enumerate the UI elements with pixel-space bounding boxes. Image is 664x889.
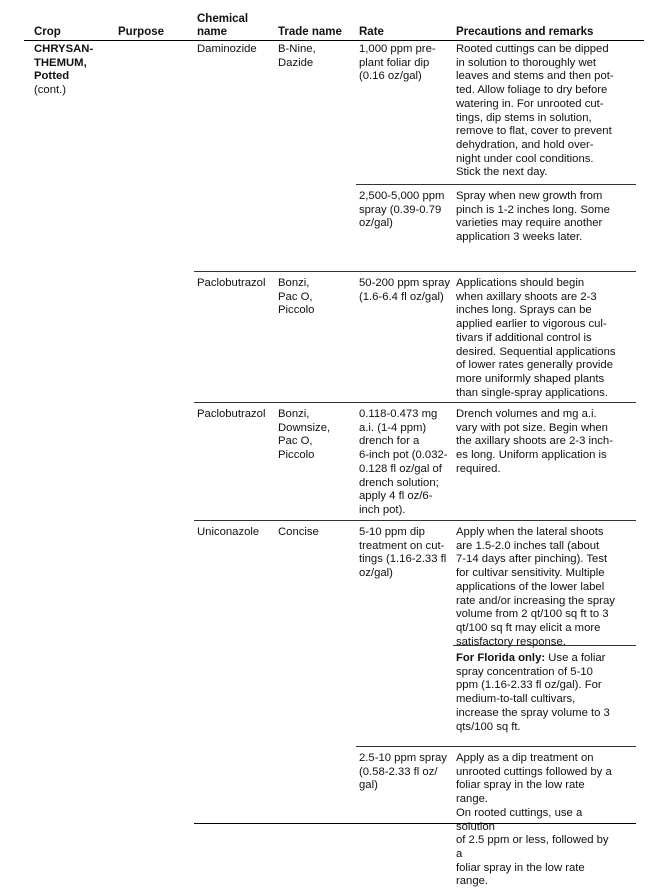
prec-line: volume from 2 qt/100 sq ft to 3 (456, 608, 609, 621)
rate-line: 2,500-5,000 ppm (359, 190, 445, 202)
rate-cell (359, 752, 455, 793)
trade-name (278, 43, 354, 70)
rate-line: drench for a (359, 435, 420, 448)
chemical-name: Uniconazole (197, 526, 260, 538)
rate-line: a.i. (1-4 ppm) (359, 421, 427, 434)
table-row (356, 184, 636, 272)
trade-line: Downsize, (278, 421, 331, 434)
table-row (356, 41, 636, 184)
prec-line: of 2.5 ppm or less, followed by a (456, 834, 609, 860)
trade-line: Bonzi, (278, 408, 310, 420)
rate-line: drench solution; (359, 476, 439, 489)
rate-line: (0.16 oz/gal) (359, 70, 422, 83)
rate-cell (359, 43, 455, 84)
prec-line: when axillary shoots are 2-3 (456, 290, 597, 303)
prec-line: unrooted cuttings followed by a (456, 765, 612, 778)
prec-line: remove to flat, cover to prevent (456, 125, 612, 138)
rate-cell (359, 526, 455, 581)
trade-line: Dazide (278, 56, 314, 69)
rate-line: inch pot). (359, 503, 406, 516)
prec-line: qt/100 sq ft may elicit a more (456, 621, 601, 634)
trade-line: B-Nine, (278, 43, 316, 55)
prec-line: dehydration, and hold over- (456, 138, 594, 151)
prec-line: in solution to thoroughly wet (456, 56, 597, 69)
florida-precautions (456, 652, 616, 734)
rate-line: 0.128 fl oz/gal of (359, 462, 442, 475)
prec-line: application 3 weeks later. (456, 231, 583, 244)
prec-line: leaves and stems and then pot- (456, 70, 614, 83)
pesticide-table (24, 8, 644, 888)
prec-line: for cultivar sensitivity. Multiple (456, 567, 605, 580)
prec-line: rate and/or increasing the spray (456, 594, 615, 607)
prec-line: tings, dip stems in solution, (456, 111, 592, 124)
table-row (356, 403, 636, 521)
rate-line: 2.5-10 ppm spray (359, 752, 447, 764)
florida-label: For Florida only: (456, 652, 546, 664)
rate-line: spray (0.39-0.79 (359, 203, 442, 216)
prec-line: night under cool conditions. (456, 152, 594, 165)
rate-cell (359, 408, 455, 518)
table-row-group-daminozide (194, 41, 636, 271)
prec-line: the axillary shoots are 2-3 inch- (456, 435, 613, 448)
rate-cell (359, 190, 455, 231)
rate-line: 0.118-0.473 mg (359, 408, 438, 420)
crop-name-line2: THEMUM, (34, 56, 87, 69)
rate-cell (359, 277, 455, 304)
header-purpose: Purpose (118, 26, 165, 38)
trade-name (278, 277, 354, 318)
rate-line: (1.6-6.4 fl oz/gal) (359, 290, 444, 303)
prec-line: vary with pot size. Begin when (456, 421, 608, 434)
prec-line: Spray when new growth from (456, 190, 603, 202)
crop-name-line3: Potted (34, 70, 70, 83)
prec-line: desired. Sequential applications (456, 345, 616, 358)
trade-line: Concise (278, 526, 319, 538)
prec-line: qts/100 sq ft. (456, 720, 521, 733)
table-row (356, 521, 636, 746)
rate-line: oz/gal) (359, 567, 393, 580)
prec-line: foliar spray in the low rate range. (456, 861, 585, 888)
prec-line: inches long. Sprays can be (456, 304, 592, 317)
rate-line: apply 4 fl oz/6- (359, 490, 433, 503)
florida-subrow (453, 645, 636, 747)
rate-line: 50-200 ppm spray (359, 277, 451, 289)
prec-line: Drench volumes and mg a.i. (456, 408, 597, 420)
rate-line: tings (1.16-2.33 fl (359, 553, 447, 566)
trade-line: Pac O, (278, 290, 313, 303)
rate-line: gal) (359, 779, 378, 792)
chemical-name: Daminozide (197, 43, 257, 55)
crop-name-line1: CHRYSAN- (34, 43, 94, 55)
trade-line: Pac O, (278, 435, 313, 448)
prec-line: of lower rates generally provide (456, 359, 613, 372)
prec-line: varieties may require another (456, 217, 603, 230)
precautions-cell (456, 408, 616, 477)
rate-line: 5-10 ppm dip (359, 526, 425, 538)
header-trade-name: Trade name (278, 26, 342, 38)
precautions-cell (456, 190, 616, 245)
table-row (356, 272, 636, 403)
trade-line: Piccolo (278, 449, 315, 462)
prec-line: more uniformly shaped plants (456, 372, 605, 385)
prec-line: Apply when the lateral shoots (456, 526, 604, 538)
precautions-cell (456, 277, 616, 400)
trade-line: Bonzi, (278, 277, 310, 289)
header-precautions: Precautions and remarks (456, 26, 594, 38)
chemical-name: Paclobutrazol (197, 408, 266, 420)
precautions-cell (456, 752, 616, 889)
prec-line: ted. Allow foliage to dry before (456, 84, 608, 97)
prec-line: medium-to-tall cultivars, (456, 693, 576, 706)
prec-line: Applications should begin (456, 277, 585, 289)
prec-line: ppm (1.16-2.33 fl oz/gal). For (456, 679, 602, 692)
crop-continued: (cont.) (34, 84, 67, 97)
prec-line: Use a foliar (545, 652, 606, 664)
prec-line: pinch is 1-2 inches long. Some (456, 203, 610, 216)
header-chemical-line1: Chemical (197, 13, 249, 25)
precautions-cell (456, 526, 616, 649)
prec-line: spray concentration of 5-10 (456, 665, 593, 678)
table-row (356, 746, 636, 888)
table-row-group-uniconazole (194, 520, 636, 888)
table-row-group-paclobutrazol-spray (194, 271, 636, 403)
prec-line: watering in. For unrooted cut- (456, 97, 604, 110)
header-crop: Crop (34, 26, 61, 38)
rate-line: oz/gal) (359, 217, 393, 230)
prec-line: On rooted cuttings, use a solution (456, 806, 583, 833)
prec-line: es long. Uniform application is (456, 449, 607, 462)
prec-line: satisfactory response. (456, 635, 566, 648)
prec-line: than single-spray applications. (456, 386, 608, 399)
bottom-rule (194, 823, 636, 824)
crop-cell (34, 43, 114, 98)
trade-name (278, 526, 354, 540)
chemical-name: Paclobutrazol (197, 277, 266, 289)
rate-line: 6-inch pot (0.032- (359, 449, 448, 462)
header-rate: Rate (359, 26, 384, 38)
prec-line: required. (456, 462, 501, 475)
prec-line: are 1.5-2.0 inches tall (about (456, 539, 600, 552)
table-header (24, 8, 644, 41)
prec-line: applied earlier to vigorous cul- (456, 318, 607, 331)
prec-line: Apply as a dip treatment on (456, 752, 594, 764)
prec-line: increase the spray volume to 3 (456, 706, 610, 719)
trade-line: Piccolo (278, 304, 315, 317)
rate-line: 1,000 ppm pre- (359, 43, 436, 55)
header-chemical-line2: name (197, 26, 228, 38)
prec-line: tivars if additional control is (456, 331, 592, 344)
crop-name (34, 43, 114, 84)
rate-line: plant foliar dip (359, 56, 430, 69)
rate-line: (0.58-2.33 fl oz/ (359, 765, 438, 778)
table-row-group-paclobutrazol-drench (194, 402, 636, 521)
prec-line: Rooted cuttings can be dipped (456, 43, 609, 55)
precautions-cell (456, 43, 616, 180)
trade-name (278, 408, 354, 463)
header-chemical-name (197, 13, 248, 39)
prec-line: foliar spray in the low rate range. (456, 779, 585, 806)
rate-line: treatment on cut- (359, 539, 445, 552)
prec-line: Stick the next day. (456, 166, 548, 179)
prec-line: 7-14 days after pinching). Test (456, 553, 608, 566)
prec-line: applications of the lower label (456, 580, 605, 593)
